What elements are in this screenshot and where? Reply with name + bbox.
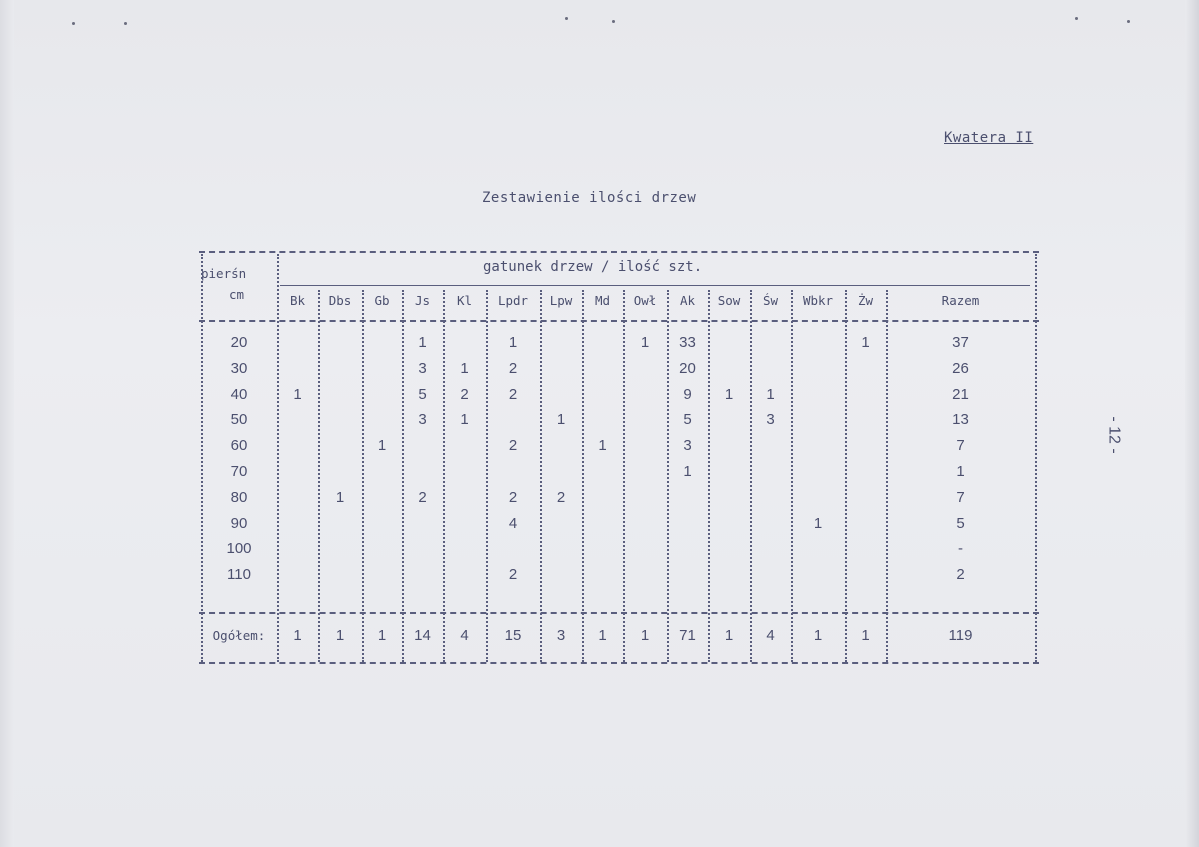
- column-separator: [791, 290, 793, 662]
- column-header-gb: Gb: [374, 293, 390, 308]
- row-header-label: pierśn: [201, 266, 247, 281]
- table-cell: 20: [679, 359, 696, 377]
- table-cell: 1: [640, 334, 650, 351]
- table-cell: 2: [508, 488, 518, 506]
- table-cell: 1: [766, 385, 775, 403]
- totals-cell: 1: [377, 627, 387, 644]
- table-cell: 1: [508, 334, 518, 351]
- totals-cell: 4: [460, 627, 469, 644]
- column-separator: [318, 290, 320, 662]
- table-cell: 7: [956, 488, 965, 506]
- table-cell: 1: [813, 514, 823, 532]
- page-title: Zestawienie ilości drzew: [482, 190, 697, 206]
- table-cell: 1: [460, 411, 469, 429]
- table-cell: 2: [508, 359, 518, 377]
- table-cell: 2: [956, 566, 965, 584]
- table-cell: 1: [956, 463, 965, 480]
- totals-cell: 3: [556, 627, 566, 644]
- group-header-rule: [280, 285, 1030, 286]
- row-label-diameter: 80: [230, 488, 248, 506]
- row-label-diameter: 100: [226, 540, 252, 558]
- table-cell: 5: [683, 411, 692, 429]
- quarter-label: Kwatera II: [944, 130, 1034, 146]
- totals-cell: 1: [293, 627, 302, 644]
- table-cell: 1: [335, 488, 345, 506]
- table-cell: 37: [952, 334, 969, 351]
- totals-cell: 1: [598, 627, 607, 644]
- table-cell: 3: [683, 437, 692, 455]
- totals-cell: 119: [948, 627, 973, 644]
- table-cell: 33: [679, 334, 696, 351]
- column-separator: [750, 290, 752, 662]
- totals-cell: 1: [640, 627, 650, 644]
- species-group-header: gatunek drzew / ilość szt.: [483, 259, 703, 275]
- column-header-ak: Ak: [679, 293, 696, 308]
- totals-cell: 1: [724, 627, 734, 644]
- column-header-żw: Żw: [857, 293, 874, 308]
- row-label-diameter: 110: [227, 566, 251, 584]
- column-header-sow: Sow: [717, 293, 741, 308]
- column-header-owł: Owł: [633, 293, 657, 308]
- header-bottom-rule: [199, 320, 1039, 322]
- row-label-diameter: 30: [230, 359, 248, 377]
- table-cell: 2: [508, 566, 518, 584]
- totals-top-rule: [199, 612, 1039, 614]
- table-cell: 21: [952, 385, 969, 403]
- column-header-dbs: Dbs: [328, 293, 352, 308]
- row-label-diameter: 70: [230, 463, 248, 480]
- totals-row-label: Ogółem:: [212, 628, 266, 643]
- totals-cell: 1: [861, 627, 870, 644]
- table-cell: -: [958, 540, 963, 558]
- table-cell: 1: [293, 385, 302, 403]
- table-cell: 1: [724, 385, 734, 403]
- column-separator: [402, 290, 404, 662]
- column-header-kl: Kl: [456, 293, 473, 308]
- totals-cell: 1: [335, 627, 345, 644]
- totals-cell: 15: [504, 627, 522, 644]
- column-header-wbkr: Wbkr: [802, 293, 834, 308]
- row-header-unit: cm: [229, 287, 245, 302]
- totals-cell: 14: [414, 627, 431, 644]
- table-cell: 5: [418, 385, 427, 403]
- column-separator: [443, 290, 445, 662]
- totals-cell: 4: [766, 627, 775, 644]
- column-header-md: Md: [594, 293, 611, 308]
- column-separator: [1035, 254, 1037, 662]
- column-header-św: Św: [762, 293, 779, 308]
- row-label-diameter: 60: [230, 437, 248, 455]
- column-separator: [845, 290, 847, 662]
- column-separator: [667, 290, 669, 662]
- table-cell: 4: [508, 514, 518, 532]
- column-header-js: Js: [414, 293, 431, 308]
- totals-cell: 1: [813, 627, 823, 644]
- table-cell: 9: [683, 385, 692, 403]
- column-separator: [362, 290, 364, 662]
- table-cell: 1: [418, 334, 427, 351]
- table-bottom-rule: [199, 662, 1039, 664]
- table-cell: 7: [956, 437, 965, 455]
- table-cell: 1: [598, 437, 607, 455]
- row-label-diameter: 20: [230, 334, 248, 351]
- column-separator: [708, 290, 710, 662]
- column-separator: [486, 290, 488, 662]
- table-cell: 5: [956, 514, 965, 532]
- table-cell: 2: [556, 488, 566, 506]
- table-cell: 1: [683, 463, 692, 480]
- table-cell: 13: [952, 411, 969, 429]
- column-separator: [623, 290, 625, 662]
- table-cell: 1: [460, 359, 469, 377]
- row-label-diameter: 90: [230, 514, 248, 532]
- table-cell: 3: [418, 411, 427, 429]
- table-cell: 3: [766, 411, 775, 429]
- column-header-bk: Bk: [289, 293, 306, 308]
- table-cell: 2: [418, 488, 427, 506]
- page-number: - 12 -: [1106, 416, 1123, 454]
- column-separator: [540, 290, 542, 662]
- table-cell: 3: [418, 359, 427, 377]
- totals-cell: 71: [679, 627, 696, 644]
- column-separator: [201, 254, 203, 662]
- table-cell: 2: [460, 385, 469, 403]
- table-cell: 26: [952, 359, 969, 377]
- table-cell: 1: [861, 334, 870, 351]
- table-cell: 1: [556, 411, 566, 429]
- column-separator: [886, 290, 888, 662]
- row-label-diameter: 40: [230, 385, 248, 403]
- column-header-lpw: Lpw: [549, 293, 573, 308]
- column-header-razem: Razem: [941, 293, 980, 308]
- table-cell: 2: [508, 385, 518, 403]
- row-label-diameter: 50: [230, 411, 248, 429]
- table-cell: 1: [377, 437, 387, 455]
- column-header-lpdr: Lpdr: [497, 293, 529, 308]
- column-separator: [582, 290, 584, 662]
- table-top-rule: [199, 251, 1039, 253]
- table-cell: 2: [508, 437, 518, 455]
- column-separator: [277, 254, 279, 662]
